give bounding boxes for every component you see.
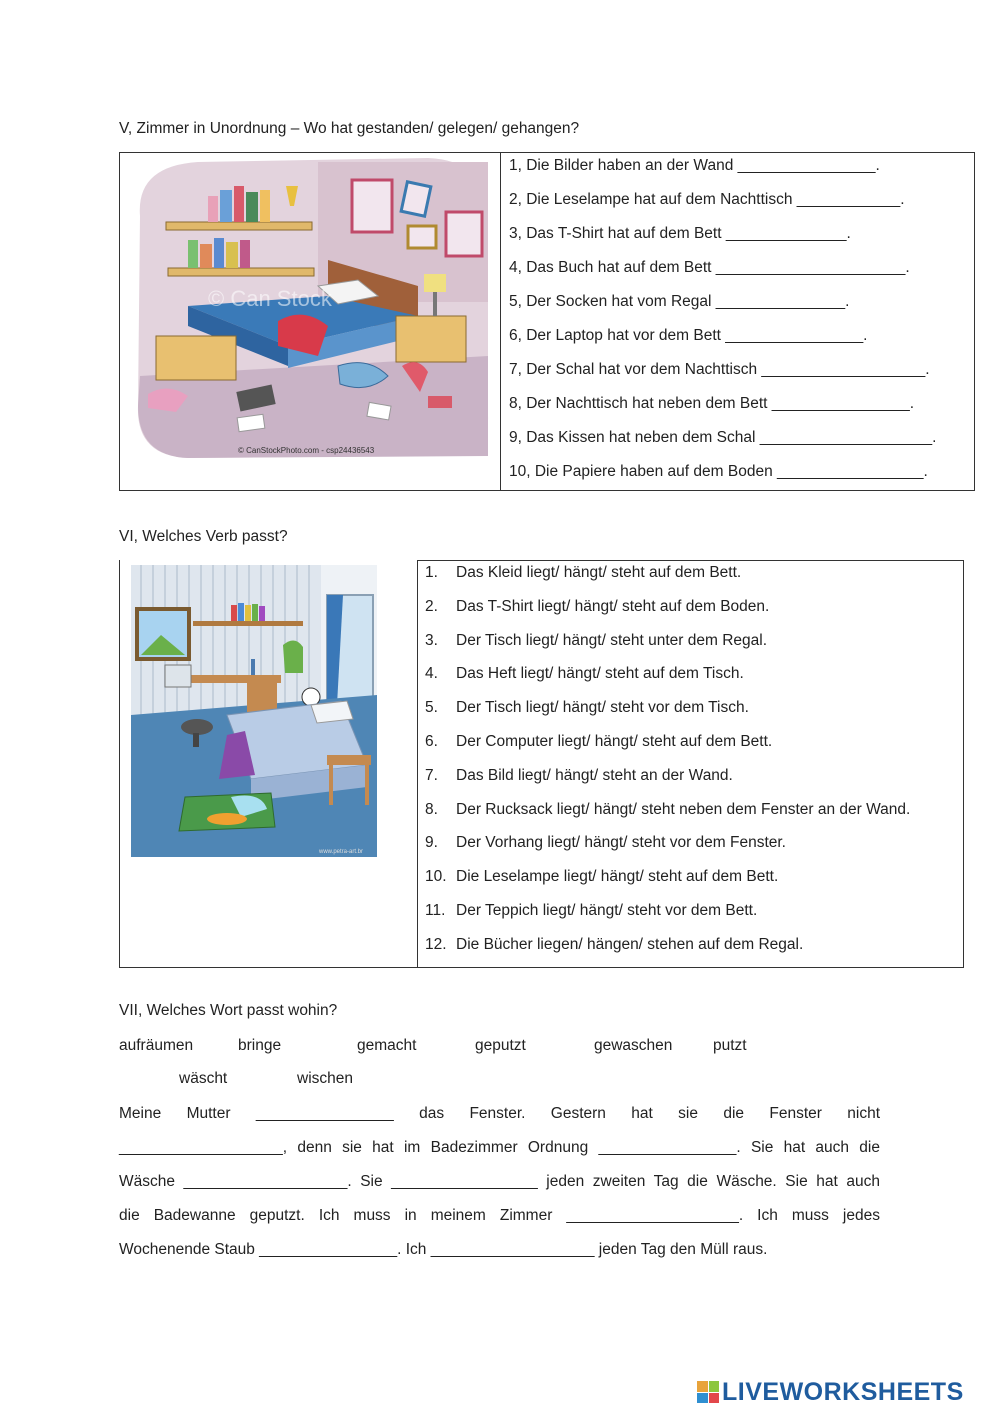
image-credit: © CanStockPhoto.com - csp24436543	[238, 446, 375, 455]
list-item: 7, Der Schal hat vor dem Nachttisch ___________________.	[509, 361, 930, 378]
list-item: 1. Das Kleid liegt/ hängt/ steht auf dem Bett.	[425, 564, 742, 581]
word-bank-item: geputzt	[475, 1037, 526, 1054]
section-7-heading: VII, Welches Wort passt wohin?	[119, 1002, 338, 1019]
list-item: 2, Die Leselampe hat auf dem Nachttisch ____________.	[509, 191, 905, 208]
tidy-room-illustration	[131, 565, 377, 857]
section-5-table	[119, 152, 975, 491]
section-6-list	[425, 562, 910, 968]
paragraph-line: ___________________, denn sie hat im Badezimmer Ordnung ________________. Sie hat auch die	[119, 1139, 880, 1156]
section-6-table	[119, 560, 964, 968]
list-item: 12. Die Bücher liegen/ hängen/ stehen auf dem Regal.	[425, 935, 804, 953]
image-credit: www.petra-art.br	[319, 849, 364, 855]
logo-text: LIVEWORKSHEETS	[722, 1377, 964, 1406]
section-5-heading: V, Zimmer in Unordnung – Wo hat gestanden/ gelegen/ gehangen?	[119, 120, 580, 137]
list-item: 9. Der Vorhang liegt/ hängt/ steht vor dem Fenster.	[425, 834, 786, 852]
list-item: 3. Der Tisch liegt/ hängt/ steht unter dem Regal.	[425, 631, 768, 649]
list-item: 6. Der Computer liegt/ hängt/ steht auf dem Bett.	[425, 732, 773, 750]
word-bank-item: gewaschen	[594, 1037, 673, 1054]
logo-square	[709, 1393, 720, 1404]
logo-square	[709, 1381, 720, 1392]
section-6-heading: VI, Welches Verb passt?	[119, 528, 288, 545]
paragraph-line: Wochenende Staub ________________. Ich ___________________ jeden Tag den Müll raus.	[119, 1241, 768, 1258]
list-item: 3, Das T-Shirt hat auf dem Bett ______________.	[509, 225, 851, 242]
list-item: 8, Der Nachttisch hat neben dem Bett ________________.	[509, 395, 915, 412]
word-bank-item: wäscht	[179, 1070, 228, 1087]
paragraph-line: die Badewanne geputzt. Ich muss in meinem Zimmer ____________________. Ich muss jedes	[119, 1207, 880, 1224]
paragraph-line: Meine Mutter ________________ das Fenster. Gestern hat sie die Fenster nicht	[119, 1105, 880, 1122]
list-item: 5. Der Tisch liegt/ hängt/ steht vor dem Tisch.	[425, 699, 749, 717]
word-bank-item: putzt	[713, 1037, 747, 1054]
word-bank-item: gemacht	[357, 1037, 417, 1054]
list-item: 10, Die Papiere haben auf dem Boden _________________.	[509, 463, 928, 480]
list-item: 10. Die Leselampe liegt/ hängt/ steht auf dem Bett.	[425, 868, 779, 886]
logo-square	[697, 1381, 708, 1392]
list-item: 2. Das T-Shirt liegt/ hängt/ steht auf dem Boden.	[425, 597, 770, 615]
paragraph-line: Wäsche ___________________. Sie _________________ jeden zweiten Tag die Wäsche. Sie hat auch	[119, 1173, 880, 1190]
liveworksheets-logo	[697, 1377, 964, 1407]
section-5-list	[509, 155, 936, 495]
list-item: 9, Das Kissen hat neben dem Schal ____________________.	[509, 429, 937, 446]
list-item: 4, Das Buch hat auf dem Bett ______________________.	[509, 259, 910, 276]
word-bank-item: wischen	[297, 1070, 353, 1087]
cloze-paragraph	[119, 1097, 880, 1267]
table-divider	[500, 153, 501, 490]
list-item: 6, Der Laptop hat vor dem Bett ________________.	[509, 327, 868, 344]
word-bank-item: bringe	[238, 1037, 282, 1054]
logo-square	[697, 1393, 708, 1404]
list-item: 1, Die Bilder haben an der Wand ________________.	[509, 157, 880, 174]
messy-room-illustration	[128, 156, 490, 464]
watermark: © Can Stock	[208, 286, 332, 311]
list-item: 7. Das Bild liegt/ hängt/ steht an der Wand.	[425, 766, 733, 784]
list-item: 5, Der Socken hat vom Regal _______________.	[509, 293, 850, 310]
list-item: 8. Der Rucksack liegt/ hängt/ steht neben dem Fenster an der Wand.	[425, 800, 911, 818]
table-divider	[417, 561, 418, 967]
list-item: 11. Der Teppich liegt/ hängt/ steht vor dem Bett.	[425, 901, 758, 919]
logo-mark-icon	[697, 1381, 719, 1403]
list-item: 4. Das Heft liegt/ hängt/ steht auf dem Tisch.	[425, 665, 744, 683]
word-bank-item: aufräumen	[119, 1037, 194, 1054]
